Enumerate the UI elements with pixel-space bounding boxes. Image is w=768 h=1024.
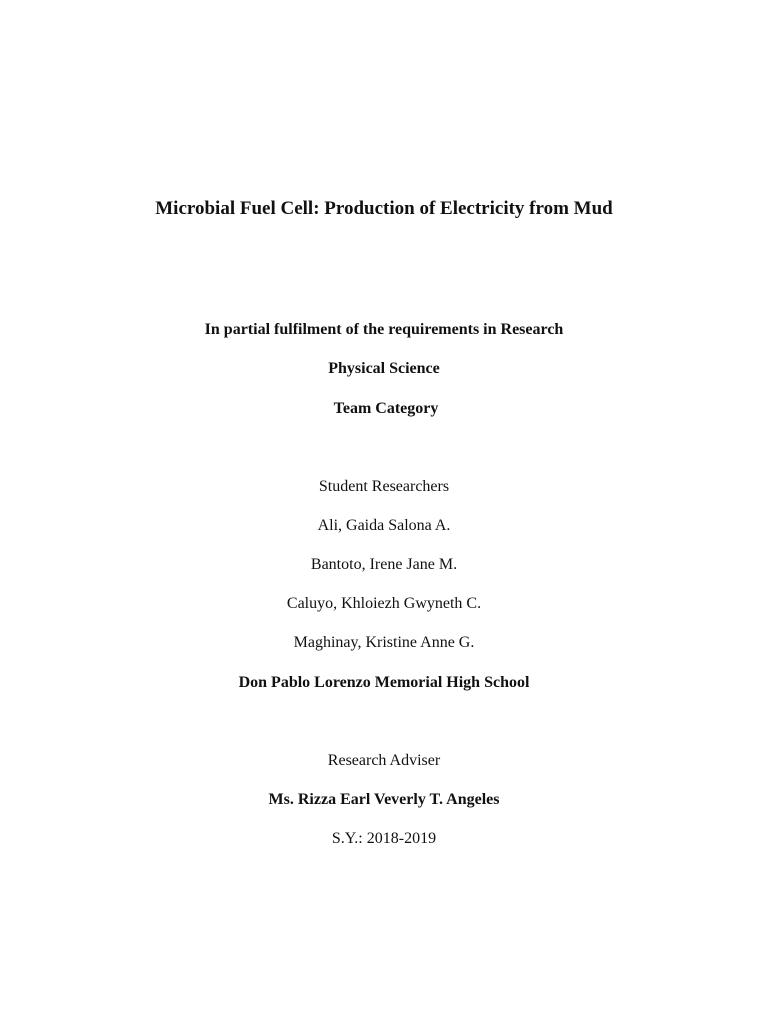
subject-label: Physical Science xyxy=(328,360,440,377)
researcher-name: Bantoto, Irene Jane M. xyxy=(310,556,458,573)
school-year: S.Y.: 2018-2019 xyxy=(331,830,437,847)
category-label: Team Category xyxy=(333,400,439,417)
researchers-heading: Student Researchers xyxy=(318,478,450,495)
school-name: Don Pablo Lorenzo Memorial High School xyxy=(238,674,530,691)
researcher-name: Caluyo, Khloiezh Gwyneth C. xyxy=(286,595,482,612)
document-title: Microbial Fuel Cell: Production of Electricity from Mud xyxy=(155,198,613,219)
adviser-name: Ms. Rizza Earl Veverly T. Angeles xyxy=(268,791,500,808)
adviser-heading: Research Adviser xyxy=(327,752,441,769)
researcher-name: Ali, Gaida Salona A. xyxy=(317,517,451,534)
fulfilment-statement: In partial fulfilment of the requirements in Research xyxy=(204,321,564,338)
researcher-name: Maghinay, Kristine Anne G. xyxy=(293,634,475,651)
